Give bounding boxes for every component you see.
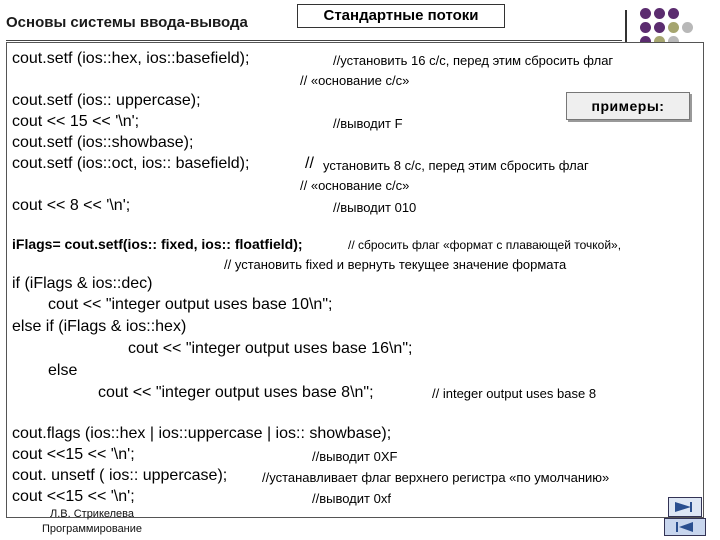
code-line: cout. unsetf ( ios:: uppercase); <box>12 467 228 484</box>
examples-label: примеры: <box>566 92 690 120</box>
code-line: else <box>48 362 78 379</box>
code-comment: // integer output uses base 8 <box>432 386 597 401</box>
code-line: else if (iFlags & ios::hex) <box>12 318 187 335</box>
footer-author: Л.В. Стрикелева <box>49 508 135 520</box>
section-tab: Стандартные потоки <box>297 4 505 28</box>
code-line: cout << "integer output uses base 8\n"; <box>98 384 374 401</box>
code-comment: // «основание с/с» <box>300 73 410 88</box>
code-comment: // установить fixed и вернуть текущее значение формата <box>224 257 567 272</box>
footer-course: Программирование <box>41 523 143 535</box>
code-line: cout << "integer output uses base 16\n"; <box>128 340 413 357</box>
code-comment: установить 8 с/с, перед этим сбросить флаг <box>323 158 589 173</box>
code-comment: // сбросить флаг «формат с плавающей точкой», <box>348 238 622 252</box>
code-line: cout <<15 << '\n'; <box>12 446 135 463</box>
code-line: cout.setf (ios::hex, ios::basefield); <box>12 50 250 67</box>
code-comment: //выводит 010 <box>333 200 417 215</box>
code-line: iFlags= cout.setf(ios:: fixed, ios:: floatfield); <box>12 236 303 252</box>
code-line: cout <<15 << '\n'; <box>12 488 135 505</box>
code-line: cout << "integer output uses base 10\n"; <box>48 296 333 313</box>
code-line: cout.setf (ios:: uppercase); <box>12 92 201 109</box>
code-line: cout.setf (ios::oct, ios:: basefield); <box>12 155 250 172</box>
header-divider <box>6 40 622 41</box>
header-vertical-divider <box>625 10 627 42</box>
code-comment: //выводит 0XF <box>312 449 398 464</box>
code-line: cout << 15 << '\n'; <box>12 113 140 130</box>
code-line: if (iFlags & ios::dec) <box>12 275 153 292</box>
code-comment-prefix: // <box>305 155 314 172</box>
code-comment: //установить 16 с/с, перед этим сбросить флаг <box>333 53 614 68</box>
code-line: cout.setf (ios::showbase); <box>12 134 194 151</box>
back-nav-icon[interactable] <box>664 518 706 536</box>
slide-title: Основы системы ввода-вывода <box>6 14 248 31</box>
code-line: cout.flags (ios::hex | ios::uppercase | ios:: showbase); <box>12 425 392 442</box>
code-comment: //выводит 0xf <box>312 491 391 506</box>
code-comment: //выводит F <box>333 116 403 131</box>
code-comment: //устанавливает флаг верхнего регистра «по умолчанию» <box>262 470 610 485</box>
code-comment: // «основание с/с» <box>300 178 410 193</box>
code-line: cout << 8 << '\n'; <box>12 197 131 214</box>
forward-nav-icon[interactable] <box>668 497 702 517</box>
